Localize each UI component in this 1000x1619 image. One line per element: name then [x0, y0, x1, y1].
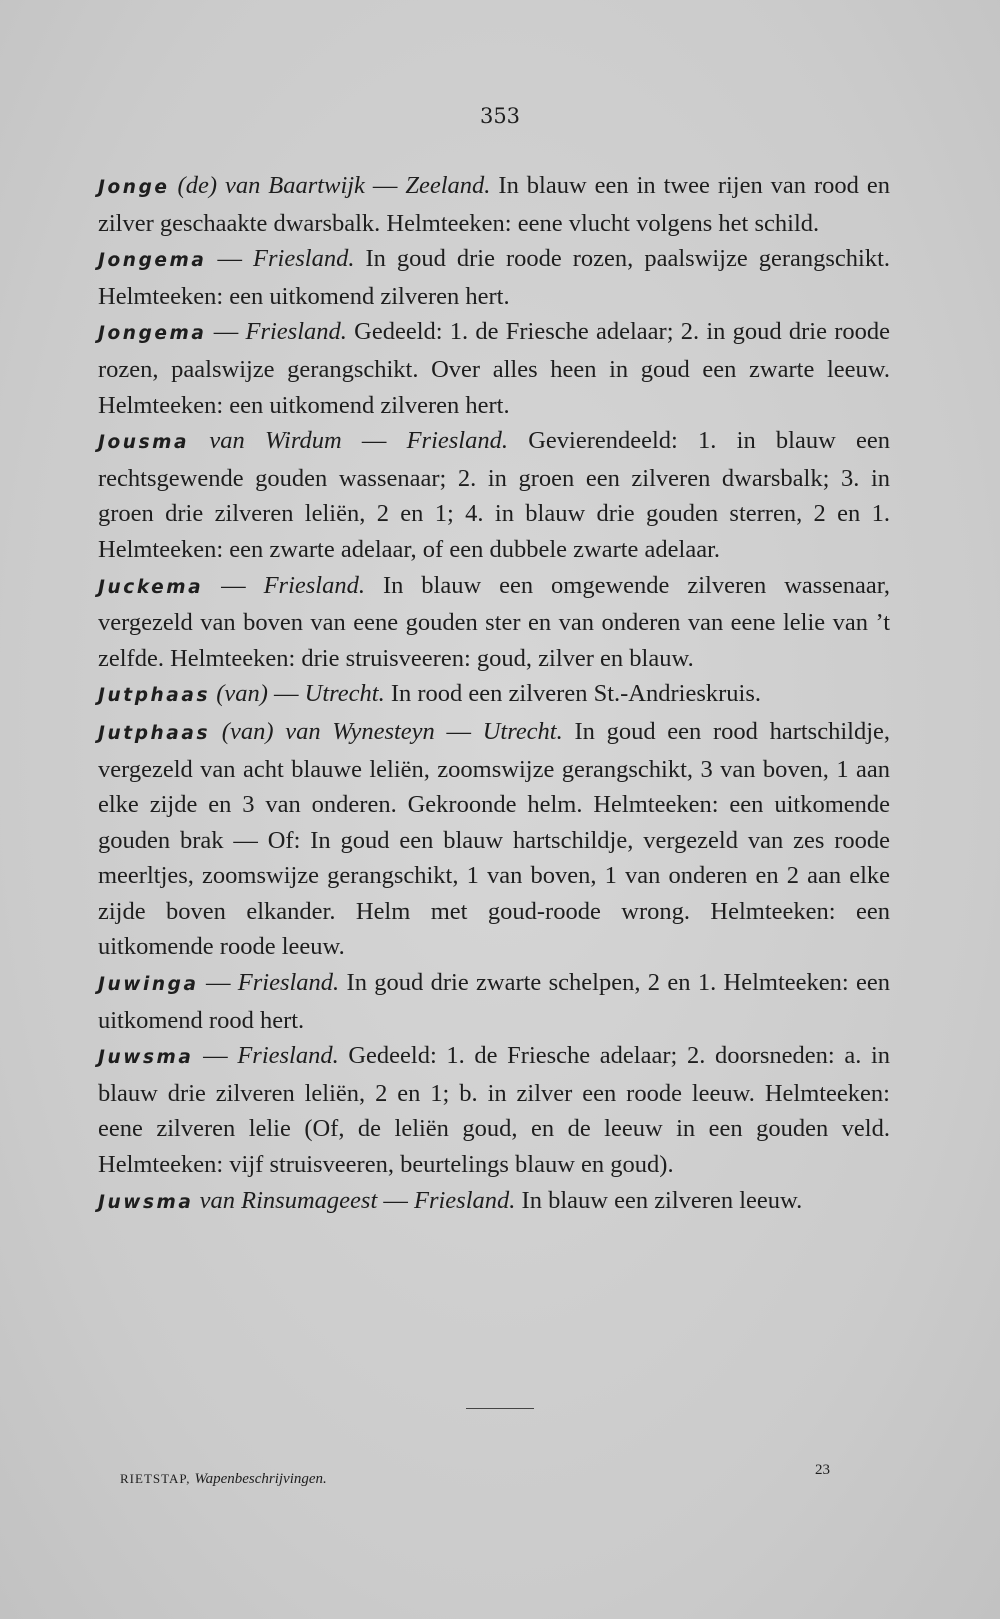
entry-dash: — [217, 245, 243, 273]
entry-name: Jongema [98, 323, 207, 345]
entry [98, 241, 890, 314]
entry-name: Juwinga [98, 974, 199, 996]
entry-dash: — [213, 318, 239, 346]
entry-particle: (van) [216, 680, 268, 708]
entry-place: Friesland. [414, 1186, 516, 1214]
entry-description: In blauw een in twee rijen van rood en zilver geschaakte dwarsbalk. Helmteeken: eene vlucht volgens het schild. [98, 172, 891, 237]
entry-description: Gedeeld: 1. de Friesche adelaar; 2. doorsneden: a. in blauw drie zilveren leliën, 2 en 1; b. in zilver een roode leeuw. Helmteeken: eene zilveren lelie (Of, de leliën goud, en de leeuw in een gouden veld. Helmteeken: vijf struisveeren, beurtelings blauw en goud). [98, 1042, 891, 1179]
entry [98, 676, 890, 714]
entry-dash: — [205, 969, 231, 997]
entry-place: Friesland. [245, 318, 347, 346]
end-rule [466, 1408, 534, 1409]
entry-dash: — [203, 1042, 228, 1070]
entry-name: Juwsma [98, 1191, 194, 1213]
entry-name-extension: van Baartwijk [224, 172, 365, 199]
entry-description: In goud drie zwarte schelpen, 2 en 1. Helmteeken: een uitkomend rood hert. [98, 969, 891, 1034]
entry-name: Jutphaas [98, 722, 211, 744]
page-number: 353 [479, 104, 521, 128]
entry-description: In blauw een zilveren leeuw. [521, 1186, 803, 1214]
footer [120, 1462, 830, 1488]
entry-dash: — [361, 427, 387, 455]
signature-mark: 23 [815, 1462, 830, 1478]
footer-author: RIETSTAP, [120, 1471, 191, 1486]
entry-name: Juwsma [98, 1047, 194, 1069]
entry-place: Zeeland. [405, 172, 491, 199]
entry-place: Friesland. [253, 245, 355, 273]
entry-place: Utrecht. [482, 717, 563, 745]
entry [98, 423, 890, 567]
entry-description: In blauw een omgewende zilveren wassenaar, vergezeld van boven van eene gouden ster en van onderen van eene lelie van ’t zelfde. Helmteeken: drie struisveeren: goud, zilver en blauw. [98, 571, 891, 672]
entry-dash: — [372, 172, 398, 199]
entry-name-extension: van Wirdum [209, 427, 342, 455]
entry-place: Friesland. [237, 1042, 339, 1070]
entry-name: Jousma [98, 432, 190, 454]
armorial-entries [98, 168, 890, 1220]
entry-name: Jutphaas [98, 685, 211, 707]
entry-particle: (de) [177, 172, 217, 199]
entry-name-extension: van Rinsumageest [199, 1186, 378, 1214]
entry-place: Friesland. [237, 969, 340, 997]
entry-dash: — [446, 717, 471, 745]
entry-place: Friesland. [406, 427, 508, 455]
footer-work-title: Wapenbeschrijvingen. [194, 1471, 327, 1487]
entry-description: In goud een rood hartschildje, vergezeld van acht blauwe leliën, zoomswijze gerangschikt, 3 van boven, 1 aan elke zijde en 3 van onderen. Gekroonde helm. Helmteeken: een uitkomende gouden brak — Of: In goud een blauw hartschildje, vergezeld van zes roode meerltjes, zoomswijze gerangschikt, 1 van boven, 1 van onderen en 2 aan elke zijde boven elkander. Helm met goud-roode wrong. Helmteeken: een uitkomende roode leeuw. [98, 717, 890, 961]
entry-name: Juckema [98, 576, 204, 598]
entry-place: Friesland. [263, 571, 365, 599]
entry [98, 1038, 890, 1182]
entry [98, 168, 890, 241]
entry [98, 568, 890, 677]
entry-name: Jonge [98, 177, 170, 198]
entry [98, 1183, 890, 1221]
entry-place: Utrecht. [304, 680, 385, 708]
entry-dash: — [221, 571, 246, 599]
entry-name-extension: van Wynesteyn [285, 717, 435, 745]
entry-description: In goud drie roode rozen, paalswijze gerangschikt. Helmteeken: een uitkomend zilveren hert. [98, 245, 891, 310]
entry-description: In rood een zilveren St.-Andrieskruis. [390, 680, 761, 708]
entry [98, 714, 890, 965]
entry-description: Gedeeld: 1. de Friesche adelaar; 2. in goud drie roode rozen, paalswijze gerangschikt. Over alles heen in goud een zwarte leeuw. Helmteeken: een uitkomend zilveren hert. [98, 318, 890, 419]
entry-description: Gevierendeeld: 1. in blauw een rechtsgewende gouden wassenaar; 2. in groen een zilveren dwarsbalk; 3. in groen drie zilveren leliën, 2 en 1; 4. in blauw drie gouden sterren, 2 en 1. Helmteeken: een zwarte adelaar, of een dubbele zwarte adelaar. [98, 427, 891, 563]
entry-dash: — [274, 680, 299, 708]
entry-name: Jongema [98, 250, 207, 272]
entry-particle: (van) [221, 717, 274, 745]
entry [98, 965, 890, 1038]
entry [98, 314, 890, 423]
entry-dash: — [383, 1186, 408, 1214]
